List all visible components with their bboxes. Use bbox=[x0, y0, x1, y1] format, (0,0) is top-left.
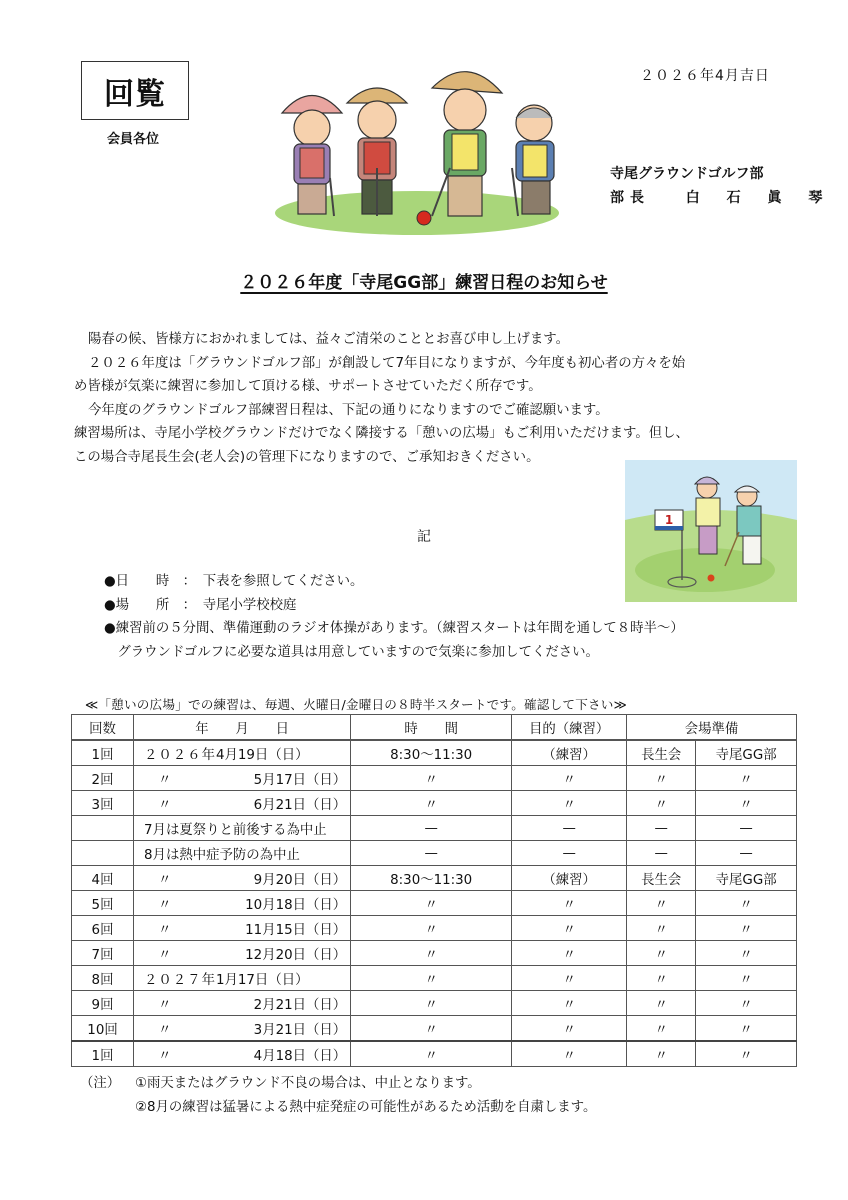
cell-time: 〃 bbox=[351, 891, 512, 916]
table-row bbox=[72, 1016, 797, 1042]
detail-equipment bbox=[104, 641, 684, 665]
date-value: 10月18日（日） bbox=[245, 897, 347, 913]
cell-prep-choseikai: 長生会 bbox=[627, 740, 696, 766]
header-date: 年 月 日 bbox=[134, 715, 351, 741]
cancellation-note: 7月は夏祭りと前後する為中止 bbox=[144, 822, 327, 838]
cell-prep-choseikai: 〃 bbox=[627, 1016, 696, 1042]
table-row bbox=[72, 1041, 797, 1067]
detail-text: 寺尾小学校校庭 bbox=[202, 597, 297, 613]
cell-prep-gg-club: 〃 bbox=[696, 891, 797, 916]
detail-label bbox=[104, 645, 117, 660]
detail-text: グラウンドゴルフに必要な道具は用意していますので気楽に参加してください。 bbox=[117, 644, 599, 660]
cell-prep-choseikai: 〃 bbox=[627, 766, 696, 791]
table-row bbox=[72, 816, 797, 841]
date-prefix: ２０２６年 bbox=[144, 747, 216, 763]
cell-date bbox=[134, 766, 351, 791]
cell-purpose: 〃 bbox=[512, 991, 627, 1016]
detail-label: ● bbox=[104, 621, 116, 636]
table-row bbox=[72, 916, 797, 941]
cell-time: 〃 bbox=[351, 791, 512, 816]
cell-time: 8:30～11:30 bbox=[351, 740, 512, 766]
cell-date bbox=[134, 1016, 351, 1042]
cell-time: 〃 bbox=[351, 1041, 512, 1067]
cell-time: 〃 bbox=[351, 916, 512, 941]
date-prefix: 〃 bbox=[158, 1022, 172, 1038]
cell-date bbox=[134, 791, 351, 816]
organization-name: 寺尾グラウンドゴルフ部 bbox=[610, 166, 764, 182]
date-prefix: 〃 bbox=[158, 772, 172, 788]
chief-title: 部長 bbox=[610, 190, 650, 206]
recipients: 会員各位 bbox=[107, 132, 160, 147]
chief-name-char: 白 bbox=[685, 190, 700, 206]
note-item: ①雨天またはグラウンド不良の場合は、中止となります。 bbox=[135, 1076, 481, 1091]
body-line: 練習場所は、寺尾小学校グラウンドだけでなく隣接する「憩いの広場」もご利用いただけます。但し、 bbox=[74, 426, 689, 441]
cell-time: 〃 bbox=[351, 941, 512, 966]
date-value: 12月20日（日） bbox=[245, 947, 347, 963]
cell-prep-gg-club: 〃 bbox=[696, 1041, 797, 1067]
detail-warmup bbox=[104, 617, 684, 641]
cell-no: 1回 bbox=[72, 740, 134, 766]
cell-purpose: 〃 bbox=[512, 1016, 627, 1042]
table-row bbox=[72, 991, 797, 1016]
cell-no: 8回 bbox=[72, 966, 134, 991]
table-row bbox=[72, 941, 797, 966]
cell-prep-gg-club: 〃 bbox=[696, 941, 797, 966]
cell-no: 10回 bbox=[72, 1016, 134, 1042]
cell-no: 9回 bbox=[72, 991, 134, 1016]
cell-prep-choseikai: 〃 bbox=[627, 916, 696, 941]
detail-text: 下表を参照してください。 bbox=[202, 574, 364, 589]
cell-prep-choseikai: 〃 bbox=[627, 1041, 696, 1067]
header-venue-prep: 会場準備 bbox=[627, 715, 797, 741]
cell-no: 1回 bbox=[72, 1041, 134, 1067]
date-value: 4月18日（日） bbox=[253, 1048, 347, 1064]
chief-name-char: 眞 bbox=[767, 190, 782, 206]
date-prefix: 〃 bbox=[158, 897, 172, 913]
cell-prep-choseikai: 〃 bbox=[627, 941, 696, 966]
cell-date bbox=[134, 891, 351, 916]
document-title bbox=[0, 268, 848, 293]
detail-datetime bbox=[104, 570, 684, 594]
table-row bbox=[72, 866, 797, 891]
cell-prep-choseikai: 〃 bbox=[627, 991, 696, 1016]
date-value: 5月17日（日） bbox=[253, 772, 347, 788]
chief-signature bbox=[610, 187, 822, 207]
cell-time: 〃 bbox=[351, 991, 512, 1016]
detail-label: ●日 時 ： bbox=[104, 574, 203, 589]
cell-no: 2回 bbox=[72, 766, 134, 791]
greeting-paragraph bbox=[74, 328, 804, 469]
date-prefix: 〃 bbox=[158, 797, 172, 813]
circulation-stamp bbox=[81, 61, 189, 120]
notes-label: （注） bbox=[80, 1076, 121, 1091]
cell-time: 〃 bbox=[351, 966, 512, 991]
detail-text: 練習前の５分間、準備運動のラジオ体操があります。（練習スタートは年間を通して８時半～） bbox=[115, 621, 684, 636]
body-line: 陽春の候、皆様方におかれましては、益々ご清栄のこととお喜び申し上げます。 bbox=[88, 332, 569, 347]
cell-purpose: 〃 bbox=[512, 916, 627, 941]
body-line: め皆様が気楽に練習に参加して頂ける様、サポートさせていただく所存です。 bbox=[74, 379, 542, 394]
date-value: 2月21日（日） bbox=[253, 997, 347, 1013]
cell-prep-choseikai: 〃 bbox=[627, 966, 696, 991]
cell-date bbox=[134, 941, 351, 966]
cell-no: 5回 bbox=[72, 891, 134, 916]
cell-date bbox=[134, 966, 351, 991]
date-prefix: 〃 bbox=[158, 1048, 172, 1064]
date-prefix: 〃 bbox=[158, 997, 172, 1013]
table-row bbox=[72, 891, 797, 916]
chief-name-char: 琴 bbox=[808, 190, 823, 206]
cell-prep-gg-club: — bbox=[696, 841, 797, 866]
cell-date bbox=[134, 991, 351, 1016]
cell-time: 8:30～11:30 bbox=[351, 866, 512, 891]
body-line: 今年度のグラウンドゴルフ部練習日程は、下記の通りになりますのでご確認願います。 bbox=[88, 402, 609, 418]
body-line: この場合寺尾長生会(老人会)の管理下になりますので、ご承知おきください。 bbox=[74, 449, 540, 465]
cell-date bbox=[134, 1041, 351, 1067]
table-row bbox=[72, 841, 797, 866]
cell-date bbox=[134, 816, 351, 841]
date-value: 1月17日（日） bbox=[215, 972, 309, 988]
note-item: ②8月の練習は猛暑による熱中症発症の可能性があるため活動を自粛します。 bbox=[135, 1100, 597, 1115]
cell-prep-gg-club: 〃 bbox=[696, 766, 797, 791]
notes-section bbox=[80, 1072, 596, 1120]
ki-heading: 記 bbox=[417, 529, 431, 545]
cell-time: — bbox=[351, 841, 512, 866]
cell-no: 4回 bbox=[72, 866, 134, 891]
cell-purpose: 〃 bbox=[512, 941, 627, 966]
body-line: ２０２６年度は「グラウンドゴルフ部」が創設して7年目になりますが、今年度も初心者の方々を始 bbox=[88, 355, 686, 371]
circulation-stamp-text: 回覧 bbox=[104, 76, 166, 112]
cell-prep-choseikai: 〃 bbox=[627, 891, 696, 916]
chief-name-char: 石 bbox=[726, 190, 741, 206]
table-row bbox=[72, 740, 797, 766]
flag-number: 1 bbox=[664, 513, 674, 527]
date-value: 6月21日（日） bbox=[253, 797, 347, 813]
cell-prep-choseikai: 長生会 bbox=[627, 866, 696, 891]
cell-date bbox=[134, 866, 351, 891]
details-list bbox=[104, 570, 684, 664]
cell-purpose: — bbox=[512, 841, 627, 866]
table-row bbox=[72, 766, 797, 791]
cell-no bbox=[72, 841, 134, 866]
date-prefix: 〃 bbox=[158, 947, 172, 963]
cell-prep-choseikai: 〃 bbox=[627, 791, 696, 816]
cell-time: 〃 bbox=[351, 1016, 512, 1042]
date-prefix: 〃 bbox=[158, 872, 172, 888]
header-purpose: 目的（練習） bbox=[512, 715, 627, 741]
cell-purpose: 〃 bbox=[512, 791, 627, 816]
cell-no: 7回 bbox=[72, 941, 134, 966]
cell-prep-gg-club: — bbox=[696, 816, 797, 841]
cell-purpose: 〃 bbox=[512, 766, 627, 791]
cell-prep-choseikai: — bbox=[627, 816, 696, 841]
cell-purpose: 〃 bbox=[512, 966, 627, 991]
table-row bbox=[72, 791, 797, 816]
schedule-table bbox=[71, 714, 797, 1067]
elderly-golfers-illustration bbox=[272, 38, 562, 248]
date-value: 4月19日（日） bbox=[215, 747, 309, 763]
cell-prep-gg-club: 寺尾GG部 bbox=[696, 740, 797, 766]
cell-purpose: 〃 bbox=[512, 891, 627, 916]
cell-date bbox=[134, 740, 351, 766]
header-time: 時 間 bbox=[351, 715, 512, 741]
table-caption: ≪「憩いの広場」での練習は、毎週、火曜日/金曜日の８時半スタートです。確認して下さい≫ bbox=[85, 697, 627, 712]
issue-date: ２０２６年4月吉日 bbox=[640, 68, 770, 84]
date-prefix: 〃 bbox=[158, 922, 172, 938]
cell-purpose: （練習） bbox=[512, 740, 627, 766]
detail-label: ●場 所 ： bbox=[104, 597, 203, 613]
cell-date bbox=[134, 916, 351, 941]
cell-no bbox=[72, 816, 134, 841]
cell-purpose: 〃 bbox=[512, 1041, 627, 1067]
cell-date bbox=[134, 841, 351, 866]
cell-prep-gg-club: 〃 bbox=[696, 791, 797, 816]
cell-time: — bbox=[351, 816, 512, 841]
document-title-text: ２０２６年度「寺尾GG部」練習日程のお知らせ bbox=[240, 273, 608, 293]
cell-prep-gg-club: 〃 bbox=[696, 991, 797, 1016]
header-no: 回数 bbox=[72, 715, 134, 741]
date-value: 3月21日（日） bbox=[253, 1022, 347, 1038]
cancellation-note: 8月は熱中症予防の為中止 bbox=[144, 847, 300, 863]
cell-prep-gg-club: 寺尾GG部 bbox=[696, 866, 797, 891]
date-value: 9月20日（日） bbox=[253, 872, 347, 888]
table-row bbox=[72, 966, 797, 991]
detail-place bbox=[104, 594, 684, 618]
golfer-woman-figure bbox=[282, 96, 342, 217]
cell-purpose: — bbox=[512, 816, 627, 841]
cell-prep-gg-club: 〃 bbox=[696, 966, 797, 991]
table-header-row bbox=[72, 715, 797, 741]
cell-no: 3回 bbox=[72, 791, 134, 816]
date-value: 11月15日（日） bbox=[245, 922, 347, 938]
cell-no: 6回 bbox=[72, 916, 134, 941]
cell-prep-gg-club: 〃 bbox=[696, 1016, 797, 1042]
cell-prep-choseikai: — bbox=[627, 841, 696, 866]
cell-purpose: （練習） bbox=[512, 866, 627, 891]
date-prefix: ２０２７年 bbox=[144, 972, 216, 988]
cell-time: 〃 bbox=[351, 766, 512, 791]
cell-prep-gg-club: 〃 bbox=[696, 916, 797, 941]
